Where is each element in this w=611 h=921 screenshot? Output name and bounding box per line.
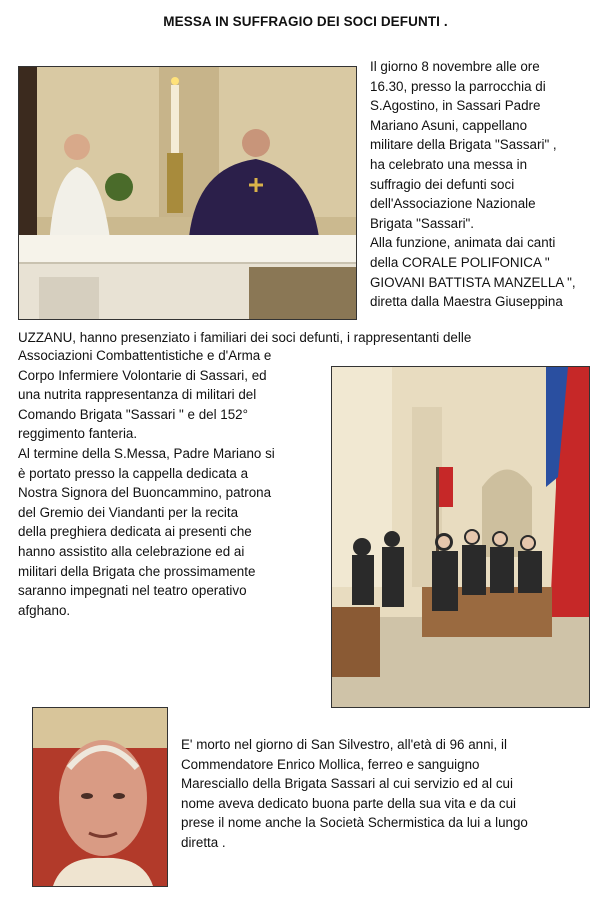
obituary-text — [181, 735, 601, 853]
text-line: suffragio dei defunti soci — [370, 176, 515, 192]
text-line: afghano. — [18, 602, 71, 618]
text-line: è portato presso la cappella dedicata a — [18, 465, 249, 481]
text-line: saranno impegnati nel teatro operativo — [18, 583, 247, 599]
mass-altar-photo — [18, 66, 357, 320]
text-line: della CORALE POLIFONICA " — [370, 254, 550, 270]
text-line: del Gremio dei Viandanti per la recita — [18, 504, 239, 520]
text-line: diretta . — [181, 834, 226, 850]
text-line: Il giorno 8 novembre alle ore — [370, 59, 540, 74]
text-line: Nostra Signora del Buoncammino, patrona — [18, 485, 272, 501]
text-line: hanno assistito alla celebrazione ed ai — [18, 543, 245, 559]
text-line: S.Agostino, in Sassari Padre — [370, 98, 541, 114]
text-line: Comando Brigata "Sassari " e del 152° — [18, 406, 248, 422]
text-line: Mariano Asuni, cappellano — [370, 117, 528, 133]
text-line: Commendatore Enrico Mollica, ferreo e sanguigno — [181, 756, 480, 772]
portrait-photo — [32, 707, 168, 887]
text-line: ha celebrato una messa in — [370, 156, 528, 172]
congregation-photo — [331, 366, 590, 708]
text-line: GIOVANI BATTISTA MANZELLA ", — [370, 274, 576, 290]
text-line: Maresciallo della Brigata Sassari al cui servizio ed al cui — [181, 776, 513, 792]
text-line: Brigata "Sassari". — [370, 215, 475, 231]
text-line: dell'Associazione Nazionale — [370, 196, 536, 212]
article1-body-text — [18, 346, 323, 620]
text-line: una nutrita rappresentanza di militari del — [18, 387, 257, 403]
text-line: E' morto nel giorno di San Silvestro, all'età di 96 anni, il — [181, 737, 507, 752]
text-line: UZZANU, hanno presenziato i familiari dei soci defunti, i rappresentanti delle — [18, 330, 472, 345]
text-line: della preghiera dedicata ai presenti che — [18, 524, 252, 540]
article-title: MESSA IN SUFFRAGIO DEI SOCI DEFUNTI . — [163, 14, 448, 29]
article1-intro-text — [370, 57, 596, 312]
text-line: Alla funzione, animata dai canti — [370, 235, 556, 251]
text-line: reggimento fanteria. — [18, 426, 138, 442]
text-line: prese il nome anche la Società Schermistica da lui a lungo — [181, 815, 528, 831]
text-line: Corpo Infermiere Volontarie di Sassari, ed — [18, 367, 267, 383]
text-line: militari della Brigata che prossimamente — [18, 563, 256, 579]
text-line: 16.30, presso la parrocchia di — [370, 78, 546, 94]
text-line: Al termine della S.Messa, Padre Mariano si — [18, 445, 275, 461]
text-line: diretta dalla Maestra Giuseppina — [370, 294, 563, 310]
text-line: Associazioni Combattentistiche e d'Arma e — [18, 348, 272, 363]
text-line: nome aveva dedicato buona parte della sua vita e da cui — [181, 795, 516, 811]
article1-full-width-line — [18, 328, 598, 348]
text-line: militare della Brigata "Sassari" , — [370, 137, 557, 153]
